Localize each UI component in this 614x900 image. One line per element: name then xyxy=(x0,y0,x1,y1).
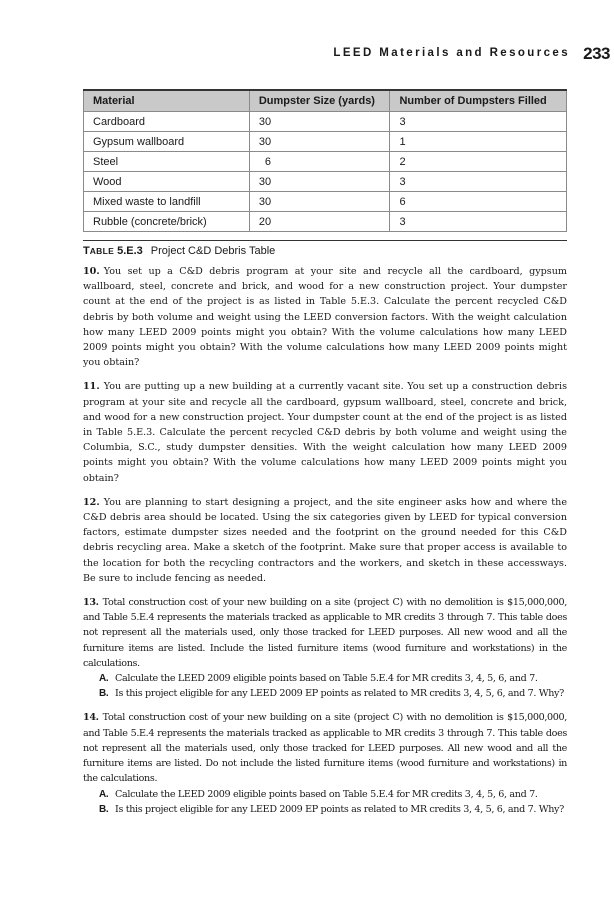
table-cell: 3 xyxy=(390,212,567,232)
subquestion-letter: A. xyxy=(99,673,109,685)
caption-label: TABLE xyxy=(83,245,115,257)
table-cell: Cardboard xyxy=(84,112,250,132)
table-row xyxy=(84,132,567,152)
debris-table-block xyxy=(83,89,567,257)
table-row xyxy=(84,172,567,192)
table-cell: Rubble (concrete/brick) xyxy=(84,212,250,232)
exercise-questions xyxy=(83,264,567,826)
column-header-dumpster-size: Dumpster Size (yards) xyxy=(249,90,390,112)
question-text: You set up a C&D debris program at your site and recycle all the cardboard, gypsum wallboard, steel, concrete and brick, and wood for a new construction project. Your dumpster count at the end of the project is as listed in Table 5.E.3. Calculate the percent recycled C&D debris by both volume and weight using the LEED conversion factors. With the weight calculation how many LEED 2009 points might you obtain? With the volume calculations how many LEED 2009 points might you obtain? With the volume calculations how many LEED 2009 points might you obtain? xyxy=(83,266,567,369)
subquestion-a xyxy=(99,787,567,802)
question-number: 13. xyxy=(83,597,99,609)
column-header-material: Material xyxy=(84,90,250,112)
question-13 xyxy=(83,595,567,701)
table-cell: Steel xyxy=(84,152,250,172)
subquestion-letter: A. xyxy=(99,788,109,800)
table-cell: 3 xyxy=(390,172,567,192)
subquestion-text: Is this project eligible for any LEED 2009 EP points as related to MR credits 3, 4, 5, 6, and 7. Why? xyxy=(115,688,564,700)
question-text: You are planning to start designing a project, and the site engineer asks how and where the C&D debris area should be located. Using the six categories given by LEED for typical conversion factors, estimate dumpster sizes needed and the footprint on the ground needed for this C&D debris recycling area. Make a sketch of the footprint. Make sure that proper access is available to the location for both the recycling contractors and the workers, and sketch in these accessways. Be sure to include fencing as needed. xyxy=(83,496,567,584)
question-number: 14. xyxy=(83,712,99,724)
question-number: 12. xyxy=(83,496,100,508)
table-cell: 30 xyxy=(249,192,390,212)
subquestion-a xyxy=(99,671,567,686)
subquestion-text: Calculate the LEED 2009 eligible points based on Table 5.E.4 for MR credits 3, 4, 5, 6, and 7. xyxy=(115,788,538,800)
table-cell: 20 xyxy=(249,212,390,232)
caption-divider xyxy=(83,240,567,241)
table-cell: 3 xyxy=(390,112,567,132)
table-cell: 30 xyxy=(249,132,390,152)
table-row xyxy=(84,192,567,212)
page-header xyxy=(0,44,614,68)
table-cell: Wood xyxy=(84,172,250,192)
question-text: Total construction cost of your new building on a site (project C) with no demolition is $15,000,000, and Table 5.E.4 represents the materials tracked as applicable to MR credits 3 through 7. This table does not represent all the materials used, only those tracked for LEED purposes. All new wood and all the furniture items are listed. Do not include the listed furniture items (wood furniture and workstations) in the calculations. xyxy=(83,712,567,785)
subquestion-letter: B. xyxy=(99,688,109,700)
caption-number: 5.E.3 xyxy=(117,245,143,257)
subquestion-text: Calculate the LEED 2009 eligible points based on Table 5.E.4 for MR credits 3, 4, 5, 6, and 7. xyxy=(115,673,538,685)
question-14 xyxy=(83,710,567,816)
column-header-dumpsters-filled: Number of Dumpsters Filled xyxy=(390,90,567,112)
question-text: Total construction cost of your new building on a site (project C) with no demolition is $15,000,000, and Table 5.E.4 represents the materials tracked as applicable to MR credits 3 through 7. This table does not represent all the materials used, only those tracked for LEED purposes. All new wood and all the furniture items are listed. Include the listed furniture items (wood furniture and workstations) in the calculations. xyxy=(83,597,567,669)
subquestion-text: Is this project eligible for any LEED 2009 EP points as related to MR credits 3, 4, 5, 6, and 7. Why? xyxy=(115,803,564,815)
question-10 xyxy=(83,264,567,370)
table-row xyxy=(84,112,567,132)
question-12 xyxy=(83,495,567,586)
debris-table xyxy=(83,89,567,232)
table-cell: 6 xyxy=(390,192,567,212)
table-cell: 6 xyxy=(249,152,390,172)
table-cell: 2 xyxy=(390,152,567,172)
page-number: 233 xyxy=(583,44,610,63)
table-cell: 1 xyxy=(390,132,567,152)
table-row xyxy=(84,152,567,172)
table-cell: Mixed waste to landfill xyxy=(84,192,250,212)
table-cell: 30 xyxy=(249,172,390,192)
table-cell: 30 xyxy=(249,112,390,132)
subquestion-letter: B. xyxy=(99,803,109,815)
question-number: 10. xyxy=(83,266,100,277)
subquestion-b xyxy=(99,802,567,817)
question-number: 11. xyxy=(83,381,100,393)
table-cell: Gypsum wallboard xyxy=(84,132,250,152)
subquestion-b xyxy=(99,686,567,701)
running-head: LEED Materials and Resources xyxy=(333,47,570,59)
table-header-row xyxy=(84,90,567,112)
question-11 xyxy=(83,379,567,485)
caption-text: Project C&D Debris Table xyxy=(150,245,276,257)
table-caption xyxy=(83,245,567,257)
table-row xyxy=(84,212,567,232)
question-text: You are putting up a new building at a currently vacant site. You set up a construction debris program at your site and recycle all the cardboard, gypsum wallboard, steel, concrete and brick, and wood for a new construction project. Your dumpster count at the end of the project is as listed in Table 5.E.3. Calculate the percent recycled C&D debris by both volume and weight using the Columbia, S.C., study dumpster densities. With the weight calculation how many LEED 2009 points might you obtain? With the volume calculations how many LEED 2009 points might you obtain? xyxy=(83,381,567,484)
